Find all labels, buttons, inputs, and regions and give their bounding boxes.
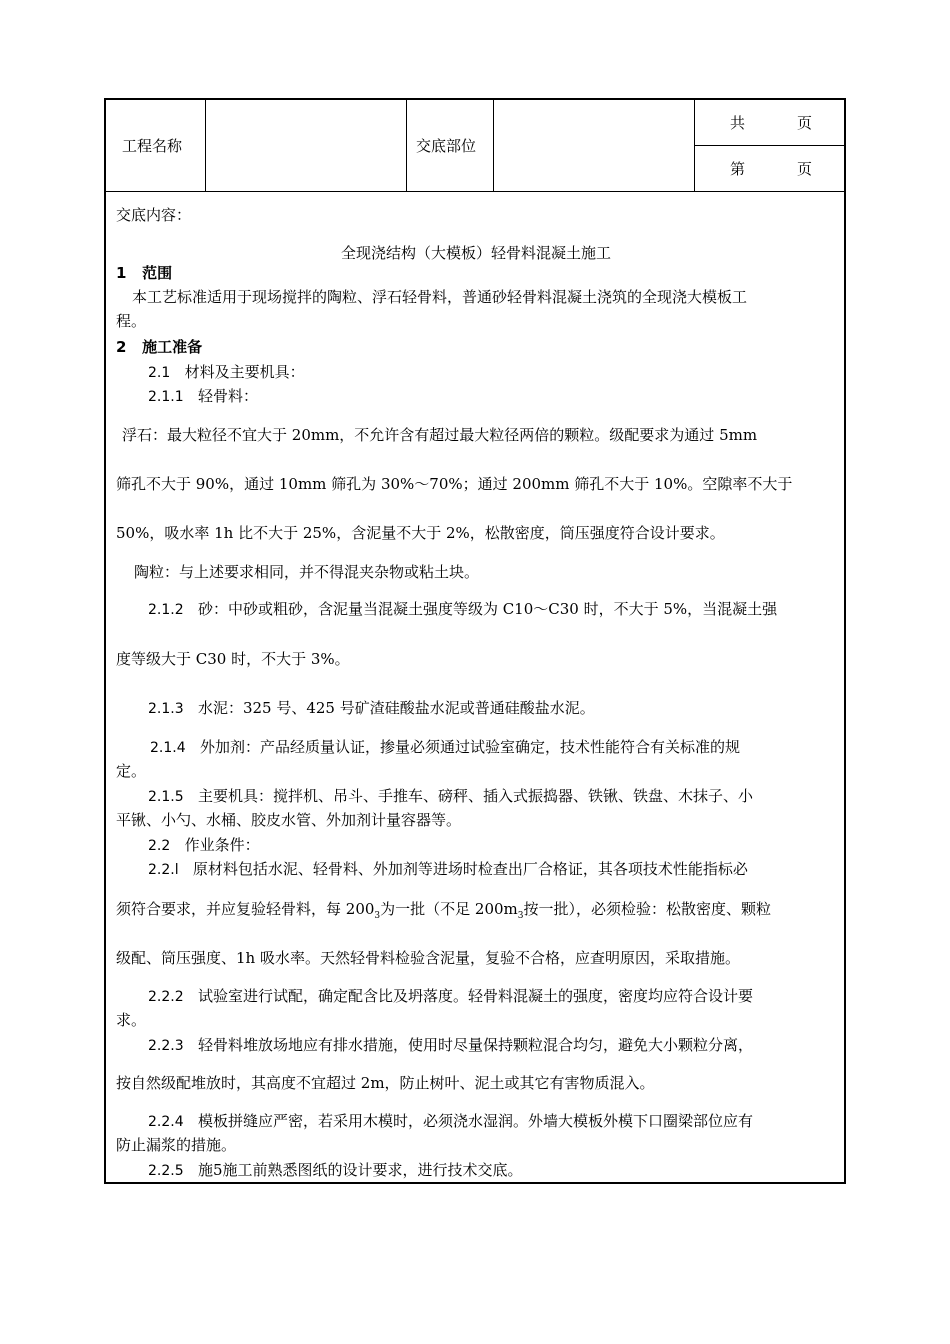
- paragraph-line: 2.2.5 施5施工前熟悉图纸的设计要求，进行技术交底。: [148, 1161, 523, 1179]
- paragraph-line: 2.2.3 轻骨料堆放场地应有排水措施，使用时尽量保持颗粒混合均匀，避免大小颗粒分离，: [148, 1036, 753, 1054]
- paragraph-line: 级配、筒压强度、1h 吸水率。天然轻骨料检验含泥量，复验不合格，应查明原因，采取措施。: [116, 949, 740, 967]
- header-divider: [493, 100, 494, 192]
- subsection-heading: 2.2 作业条件：: [148, 836, 260, 854]
- header-bottom-rule: [106, 191, 846, 192]
- project-name-label: 工程名称: [122, 137, 183, 155]
- paragraph-line: 定。: [116, 762, 147, 780]
- subsection-heading: 2.1.1 轻骨料：: [148, 387, 258, 405]
- paragraph-line: 2.2.l 原材料包括水泥、轻骨料、外加剂等进场时检查出厂合格证，其各项技术性能指标必: [148, 860, 748, 878]
- paragraph-line: 浮石：最大粒径不宜大于 20mm，不允许含有超过最大粒径两倍的颗粒。级配要求为通过 5mm: [122, 426, 758, 444]
- header-divider: [694, 145, 846, 146]
- paragraph-line: 2.2.2 试验室进行试配，确定配含比及坍落度。轻骨料混凝土的强度，密度均应符合设计要: [148, 987, 753, 1005]
- disclosure-part-label: 交底部位: [416, 137, 477, 155]
- paragraph-line: 度等级大于 C30 时，不大于 3%。: [116, 650, 350, 668]
- content-label: 交底内容：: [116, 206, 192, 224]
- paragraph-line: 筛孔不大于 90%，通过 10mm 筛孔为 30%～70%；通过 200mm 筛孔不大于 10%。空隙率不大于: [116, 475, 793, 493]
- paragraph-line: 2.1.3 水泥：325 号、425 号矿渣硅酸盐水泥或普通硅酸盐水泥。: [148, 699, 595, 717]
- total-label: 共: [730, 114, 746, 132]
- disclosure-form: [104, 98, 846, 1184]
- paragraph-line: 陶粒：与上述要求相同，并不得混夹杂物或粘土块。: [134, 563, 480, 581]
- paragraph-line: 按自然级配堆放时，其高度不宜超过 2m，防止树叶、泥土或其它有害物质混入。: [116, 1074, 655, 1092]
- paragraph-line: 平锹、小勺、水桶、胶皮水管、外加剂计量容器等。: [116, 811, 462, 829]
- page-label: 第: [730, 160, 746, 178]
- section-heading-1: 1 范围: [116, 264, 173, 282]
- paragraph-line: 求。: [116, 1011, 147, 1029]
- current-page-label: [730, 159, 812, 179]
- paragraph-line: 2.1.4 外加剂：产品经质量认证，掺量必须通过试验室确定，技术性能符合有关标准的规: [150, 738, 740, 756]
- paragraph-line: 50%，吸水率 1h 比不大于 25%，含泥量不大于 2%，松散密度，筒压强度符合设计要求。: [116, 524, 725, 542]
- section-heading-2: 2 施工准备: [116, 338, 203, 356]
- header-divider: [205, 100, 206, 192]
- header-divider: [406, 100, 407, 192]
- page-unit: 页: [797, 114, 813, 132]
- paragraph-line: 须符合要求，并应复验轻骨料，每 $200_3$为一批（不足 $200m_3$按一批），必须检验：松散密度、颗粒: [116, 900, 772, 921]
- page-unit: 页: [797, 160, 813, 178]
- paragraph-line: 防止漏浆的措施。: [116, 1136, 237, 1154]
- paragraph-line: 程。: [116, 312, 147, 330]
- paragraph-line: 2.2.4 模板拼缝应严密，若采用木模时，必须浇水湿润。外墙大模板外模下口圈梁部位应有: [148, 1112, 753, 1130]
- total-pages-label: [730, 113, 812, 133]
- paragraph-line: 2.1.5 主要机具：搅拌机、吊斗、手推车、磅秤、插入式振捣器、铁锹、铁盘、木抹子、小: [148, 787, 753, 805]
- document-title: 全现浇结构（大模板）轻骨料混凝土施工: [340, 244, 611, 262]
- header-divider: [694, 100, 695, 192]
- subsection-heading: 2.1 材料及主要机具：: [148, 363, 305, 381]
- paragraph-line: 2.1.2 砂：中砂或粗砂，含泥量当混凝土强度等级为 C10～C30 时，不大于 5%，当混凝土强: [148, 600, 778, 618]
- paragraph-line: 本工艺标准适用于现场搅拌的陶粒、浮石轻骨料，普通砂轻骨料混凝土浇筑的全现浇大模板工: [132, 288, 748, 306]
